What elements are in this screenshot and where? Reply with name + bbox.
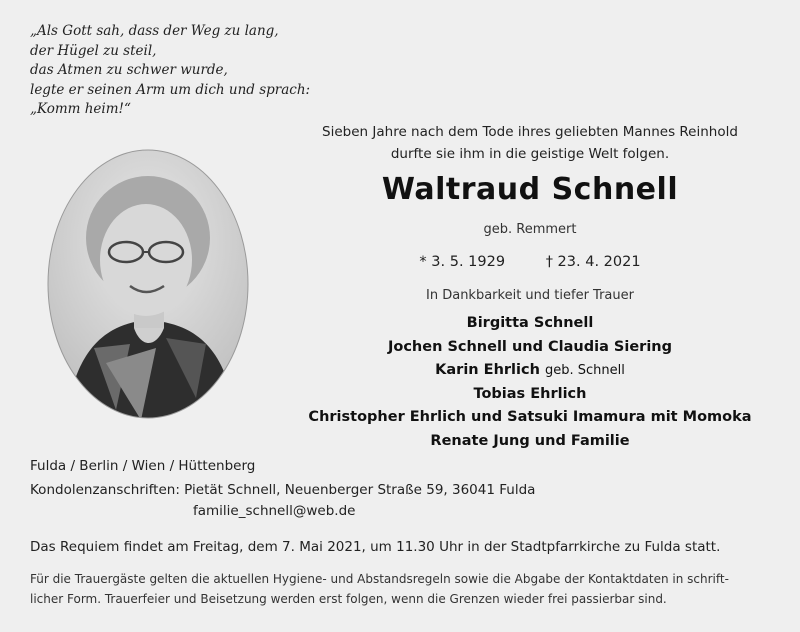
poem-line: das Atmen zu schwer wurde, — [30, 62, 228, 78]
family-member-note: geb. Schnell — [544, 363, 625, 378]
portrait-photo — [46, 148, 250, 420]
family-member: Christopher Ehrlich und Satsuki Imamura mit Momoka — [308, 409, 752, 425]
family-member: Birgitta Schnell — [466, 315, 594, 331]
hygiene-notice — [30, 569, 729, 609]
intro-line: Sieben Jahre nach dem Tode ihres geliebten Mannes Reinhold — [322, 124, 738, 140]
poem-line: der Hügel zu steil, — [30, 42, 157, 59]
family-member — [270, 359, 790, 383]
poem-line: „Komm heim!“ — [30, 101, 131, 117]
death-date: † 23. 4. 2021 — [545, 254, 641, 270]
notice-line: licher Form. Trauerfeier und Beisetzung werden erst folgen, wenn die Grenzen wieder frei passierbar sind. — [30, 592, 667, 606]
birth-name: geb. Remmert — [483, 222, 577, 237]
mourning-line: In Dankbarkeit und tiefer Trauer — [426, 288, 634, 303]
poem-line: legte er seinen Arm um dich und sprach: — [30, 81, 311, 98]
requiem-info: Das Requiem findet am Freitag, dem 7. Mai 2021, um 11.30 Uhr in der Stadtpfarrkirche zu Fulda statt. — [30, 539, 721, 555]
intro-line: durfte sie ihm in die geistige Welt folgen. — [390, 146, 670, 162]
birth-date: * 3. 5. 1929 — [419, 254, 506, 270]
life-dates — [270, 254, 790, 270]
intro-text — [270, 121, 790, 165]
poem-quote — [30, 22, 310, 120]
cities-line: Fulda / Berlin / Wien / Hüttenberg — [30, 458, 256, 474]
condolence-address: Kondolenzanschriften: Pietät Schnell, Neuenberger Straße 59, 36041 Fulda — [30, 482, 536, 498]
condolence-email: familie_schnell@web.de — [193, 503, 356, 519]
family-list — [270, 312, 790, 453]
notice-line: Für die Trauergäste gelten die aktuellen Hygiene- und Abstandsregeln sowie die Abgabe der Kontaktdaten in schrift- — [30, 572, 729, 586]
family-member: Tobias Ehrlich — [473, 385, 587, 402]
family-member: Renate Jung und Familie — [430, 432, 630, 449]
deceased-name: Waltraud Schnell — [381, 172, 679, 207]
family-member-name: Karin Ehrlich — [435, 362, 540, 378]
family-member: Jochen Schnell und Claudia Siering — [387, 338, 673, 355]
poem-line: „Als Gott sah, dass der Weg zu lang, — [30, 23, 279, 39]
